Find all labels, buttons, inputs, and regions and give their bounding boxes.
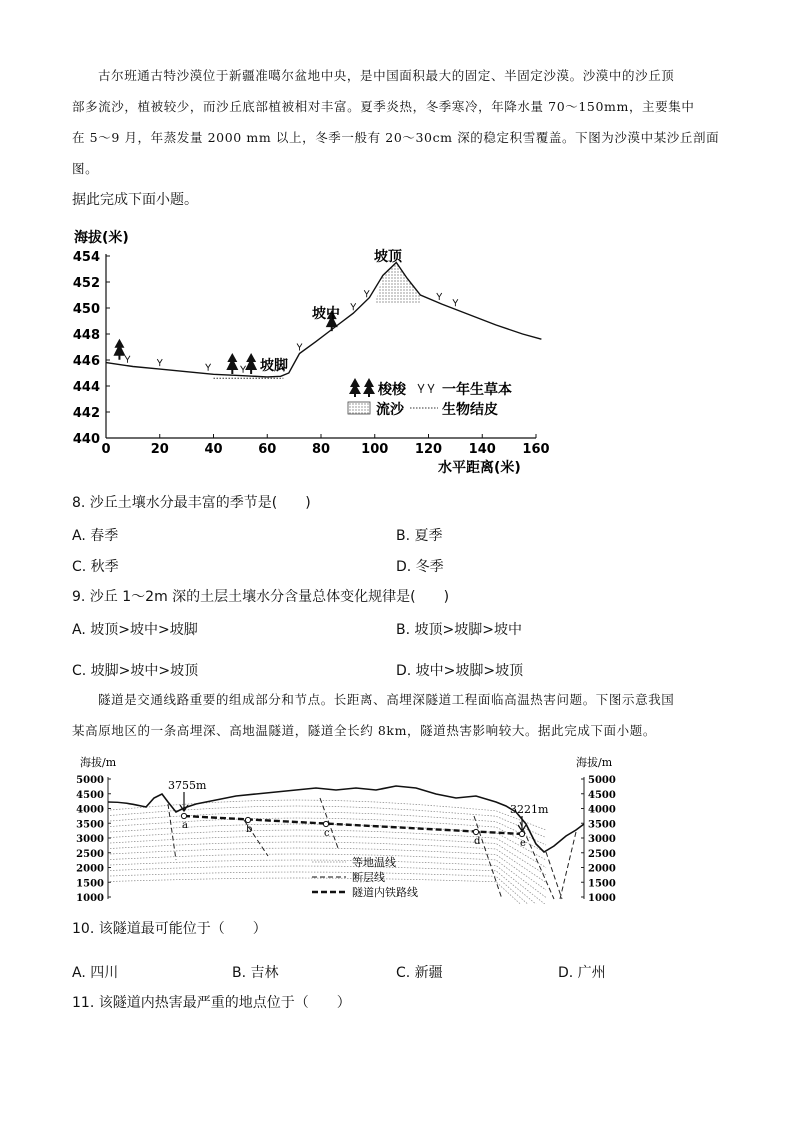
tunnel-point-label: c	[324, 828, 330, 839]
right-y-tick-label: 1500	[588, 878, 616, 890]
q9-option-c[interactable]: C. 坡脚>坡中>坡顶	[72, 663, 199, 679]
right-y-tick-label: 4000	[588, 804, 616, 816]
question-8-stem: 8. 沙丘土壤水分最丰富的季节是( )	[72, 495, 311, 511]
fig2-ylabel-right: 海拔/m	[576, 756, 613, 769]
legend-railway: 隧道内铁路线	[352, 886, 418, 899]
instruction-1: 据此完成下面小题。	[72, 192, 198, 208]
legend-sand: 流沙	[376, 402, 404, 418]
left-y-tick-label: 1500	[76, 878, 104, 890]
herb-icon	[364, 290, 369, 297]
herb-icon	[206, 364, 211, 371]
isotherm-line	[110, 860, 546, 904]
x-tick-label: 20	[150, 442, 169, 457]
legend-saxaul: 梭梭	[378, 382, 406, 398]
q10-option-b[interactable]: B. 吉林	[232, 965, 279, 981]
x-tick-label: 160	[522, 442, 550, 457]
q9-option-a[interactable]: A. 坡顶>坡中>坡脚	[72, 622, 198, 638]
x-tick-label: 100	[361, 442, 389, 457]
y-tick-label: 452	[72, 276, 100, 291]
herb-icon	[453, 299, 458, 306]
x-tick-label: 80	[311, 442, 331, 457]
saxaul-legend-icon	[349, 378, 375, 397]
tunnel-point-label: a	[182, 820, 188, 831]
legend-herb: 一年生草本	[442, 382, 512, 398]
fig1-ylabel: 海拔(米)	[74, 230, 129, 246]
passage2-line-2: 某高原地区的一条高埋深、高地温隧道，隧道全长约 8km，隧道热害影响较大。据此完成下面小题。	[72, 723, 656, 738]
herb-icon	[125, 356, 130, 363]
herb-icon	[157, 359, 162, 366]
saxaul-tree-icon	[245, 353, 257, 374]
terrain-surface	[108, 786, 584, 852]
tunnel-point-marker	[323, 821, 328, 826]
right-y-tick-label: 4500	[588, 789, 616, 801]
right-y-tick-label: 1000	[588, 893, 616, 904]
x-tick-label: 60	[258, 442, 277, 457]
tunnel-point-marker	[473, 829, 478, 834]
left-y-tick-label: 3500	[76, 819, 104, 831]
passage2-line-1: 隧道是交通线路重要的组成部分和节点。长距离、高埋深隧道工程面临高温热害问题。下图示意我国	[98, 692, 675, 707]
q8-option-a[interactable]: A. 春季	[72, 528, 119, 544]
q9-option-d[interactable]: D. 坡中>坡脚>坡顶	[396, 663, 524, 679]
y-tick-label: 442	[72, 406, 100, 421]
q8-option-d[interactable]: D. 冬季	[396, 559, 444, 575]
x-tick-label: 140	[468, 442, 496, 457]
y-tick-label: 450	[72, 302, 100, 317]
right-y-tick-label: 2500	[588, 848, 616, 860]
herb-legend-icon	[418, 384, 434, 393]
passage1-line-4: 图。	[72, 161, 99, 176]
fig2-ylabel-left: 海拔/m	[80, 756, 117, 769]
fig1-label-top: 坡顶	[374, 249, 402, 265]
q10-option-a[interactable]: A. 四川	[72, 965, 119, 981]
herb-icon	[437, 293, 442, 300]
right-y-tick-label: 2000	[588, 863, 616, 875]
fig1-label-middle: 坡中	[312, 306, 340, 322]
q10-option-c[interactable]: C. 新疆	[396, 965, 443, 981]
left-y-tick-label: 2500	[76, 848, 104, 860]
legend-isotherm: 等地温线	[352, 856, 396, 869]
x-tick-label: 120	[414, 442, 443, 457]
left-y-tick-label: 1000	[76, 893, 104, 904]
left-y-tick-label: 3000	[76, 834, 104, 845]
tunnel-point-marker	[519, 831, 524, 836]
isotherm-line	[110, 878, 546, 904]
entrance-left-arrow	[180, 792, 188, 811]
herb-icon	[297, 344, 302, 351]
q8-option-c[interactable]: C. 秋季	[72, 559, 119, 575]
x-tick-label: 0	[101, 442, 111, 457]
herb-icon	[241, 366, 246, 373]
tunnel-point-label: e	[520, 838, 526, 849]
tunnel-point-label: d	[474, 836, 481, 847]
entrance-right-elevation: 3221m	[510, 803, 549, 816]
saxaul-tree-icon	[113, 339, 125, 360]
y-tick-label: 446	[72, 354, 100, 369]
right-y-tick-label: 3000	[588, 834, 616, 845]
entrance-left-elevation: 3755m	[168, 779, 207, 792]
right-y-tick-label: 3500	[588, 819, 616, 831]
left-y-tick-label: 2000	[76, 863, 104, 875]
q10-option-d[interactable]: D. 广州	[558, 965, 606, 981]
fig1-label-foot: 坡脚	[260, 358, 288, 374]
dune-top-sand	[375, 263, 421, 305]
saxaul-tree-icon	[226, 353, 238, 374]
dune-profile-figure	[70, 226, 550, 476]
passage1-line-1: 古尔班通古特沙漠位于新疆准噶尔盆地中央，是中国面积最大的固定、半固定沙漠。沙漠中的沙丘顶	[98, 68, 675, 83]
isotherm-line	[110, 866, 546, 904]
y-tick-label: 444	[72, 380, 100, 395]
fig1-legend	[348, 378, 512, 418]
left-y-tick-label: 5000	[76, 775, 104, 786]
herb-icon	[351, 303, 356, 310]
question-10-stem: 10. 该隧道最可能位于（ ）	[72, 921, 267, 937]
y-tick-label: 454	[72, 250, 100, 265]
fig1-xlabel: 水平距离(米)	[438, 460, 521, 476]
isotherm-line	[110, 854, 546, 898]
passage1-line-2: 部多流沙，植被较少，而沙丘底部植被相对丰富。夏季炎热，冬季寒冷，年降水量 70～150mm，主要集中	[72, 99, 695, 114]
tunnel-point-label: b	[246, 824, 253, 835]
tunnel-profile-figure	[76, 752, 620, 904]
legend-fault: 断层线	[352, 871, 385, 884]
q9-option-b[interactable]: B. 坡顶>坡脚>坡中	[396, 622, 522, 638]
left-y-tick-label: 4000	[76, 804, 104, 816]
y-tick-label: 440	[72, 432, 100, 447]
y-tick-label: 448	[72, 328, 100, 343]
right-y-tick-label: 5000	[588, 775, 616, 786]
x-tick-label: 40	[204, 442, 223, 457]
q8-option-b[interactable]: B. 夏季	[396, 528, 443, 544]
sand-legend-icon	[348, 402, 370, 414]
legend-crust: 生物结皮	[442, 402, 498, 418]
left-y-tick-label: 4500	[76, 789, 104, 801]
question-9-stem: 9. 沙丘 1～2m 深的土层土壤水分含量总体变化规律是( )	[72, 589, 450, 605]
tunnel-point-marker	[245, 817, 250, 822]
question-11-stem: 11. 该隧道内热害最严重的地点位于（ ）	[72, 995, 351, 1011]
passage1-line-3: 在 5～9 月，年蒸发量 2000 mm 以上，冬季一般有 20～30cm 深的稳定积雪覆盖。下图为沙漠中某沙丘剖面	[72, 130, 720, 145]
tunnel-point-marker	[181, 813, 186, 818]
